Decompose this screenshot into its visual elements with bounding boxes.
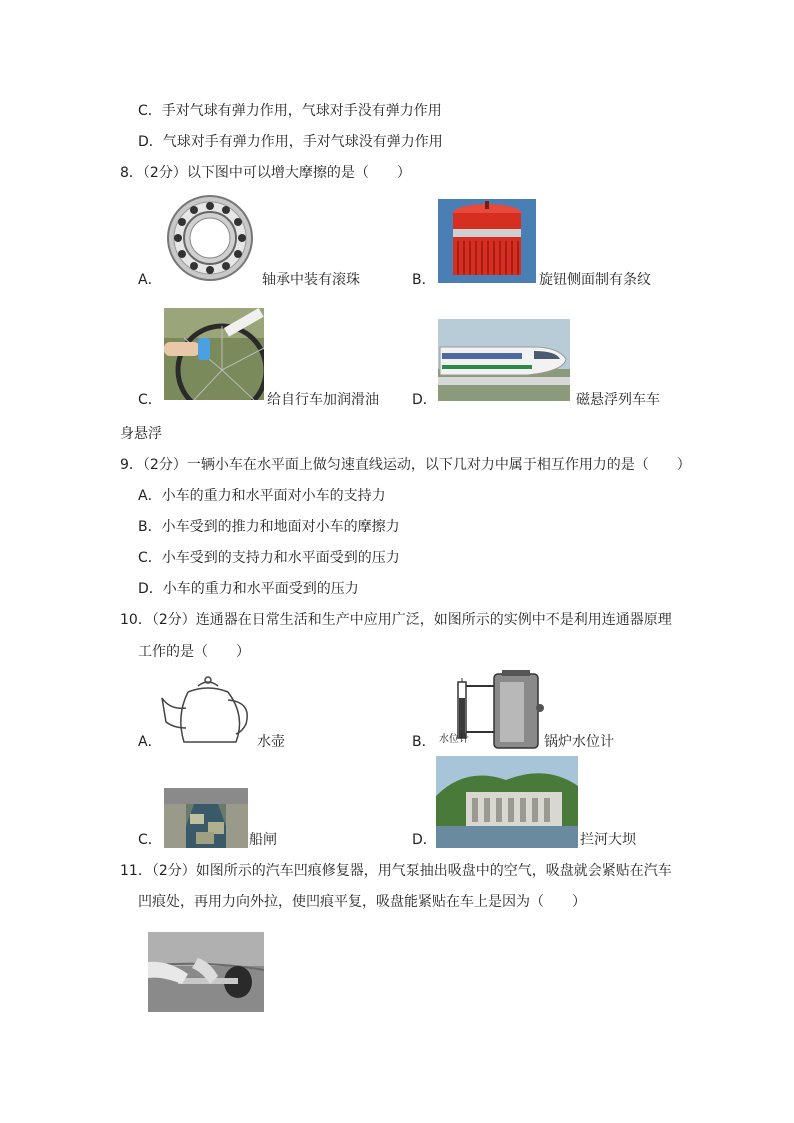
knob-image bbox=[438, 199, 536, 283]
q10-c-caption: 船闸 bbox=[249, 832, 277, 848]
q9-option-b: B．小车受到的推力和地面对小车的摩擦力 bbox=[138, 519, 400, 535]
q10-d-letter: D． bbox=[412, 832, 437, 848]
q8-stem: 8．（2分）以下图中可以增大摩擦的是（ ） bbox=[120, 165, 411, 181]
q10-b-letter: B． bbox=[412, 734, 436, 750]
q10-b-caption: 锅炉水位计 bbox=[544, 734, 614, 750]
q8-d-caption: 磁悬浮列车车 bbox=[576, 392, 660, 408]
kettle-image bbox=[160, 672, 256, 750]
maglev-train-image bbox=[438, 319, 570, 401]
q11-stem-line2: 凹痕处，再用力向外拉，使凹痕平复，吸盘能紧贴在车上是因为（ ） bbox=[138, 894, 586, 910]
q8-b-caption: 旋钮侧面制有条纹 bbox=[539, 272, 651, 288]
bicycle-oiling-image bbox=[164, 308, 264, 400]
q11-stem-line1: 11．（2分）如图所示的汽车凹痕修复器，用气泵抽出吸盘中的空气，吸盘就会紧贴在汽车 bbox=[120, 863, 672, 879]
dent-repairer-image bbox=[148, 932, 264, 1012]
q8-c-caption: 给自行车加润滑油 bbox=[267, 392, 379, 408]
q9-stem: 9．（2分）一辆小车在水平面上做匀速直线运动，以下几对力中属于相互作用力的是（ ） bbox=[120, 457, 691, 473]
q9-option-d: D．小车的重力和水平面受到的压力 bbox=[138, 581, 359, 597]
dam-image bbox=[436, 756, 578, 848]
q7-option-c: C．手对气球有弹力作用，气球对手没有弹力作用 bbox=[138, 103, 442, 119]
q10-a-caption: 水壶 bbox=[257, 734, 285, 750]
ship-lock-image bbox=[164, 788, 248, 848]
q10-a-letter: A． bbox=[138, 734, 162, 750]
q10-stem-line2: 工作的是（ ） bbox=[138, 644, 250, 660]
q10-stem-line1: 10．（2分）连通器在日常生活和生产中应用广泛，如图所示的实例中不是利用连通器原理 bbox=[120, 612, 672, 628]
bearing-image bbox=[162, 192, 258, 288]
q10-c-letter: C． bbox=[138, 832, 162, 848]
q8-b-letter: B． bbox=[412, 272, 436, 288]
q8-a-letter: A． bbox=[138, 272, 162, 288]
q7-option-d: D．气球对手有弹力作用，手对气球没有弹力作用 bbox=[138, 134, 443, 150]
q10-d-caption: 拦河大坝 bbox=[580, 832, 636, 848]
water-gauge-label: 水位计 bbox=[439, 734, 469, 745]
q8-c-letter: C． bbox=[138, 392, 162, 408]
q9-option-a: A．小车的重力和水平面对小车的支持力 bbox=[138, 488, 386, 504]
q8-d-letter: D． bbox=[412, 392, 437, 408]
q8-a-caption: 轴承中装有滚珠 bbox=[262, 272, 360, 288]
q8-d-caption-cont: 身悬浮 bbox=[120, 426, 162, 442]
q9-option-c: C．小车受到的支持力和水平面受到的压力 bbox=[138, 550, 400, 566]
